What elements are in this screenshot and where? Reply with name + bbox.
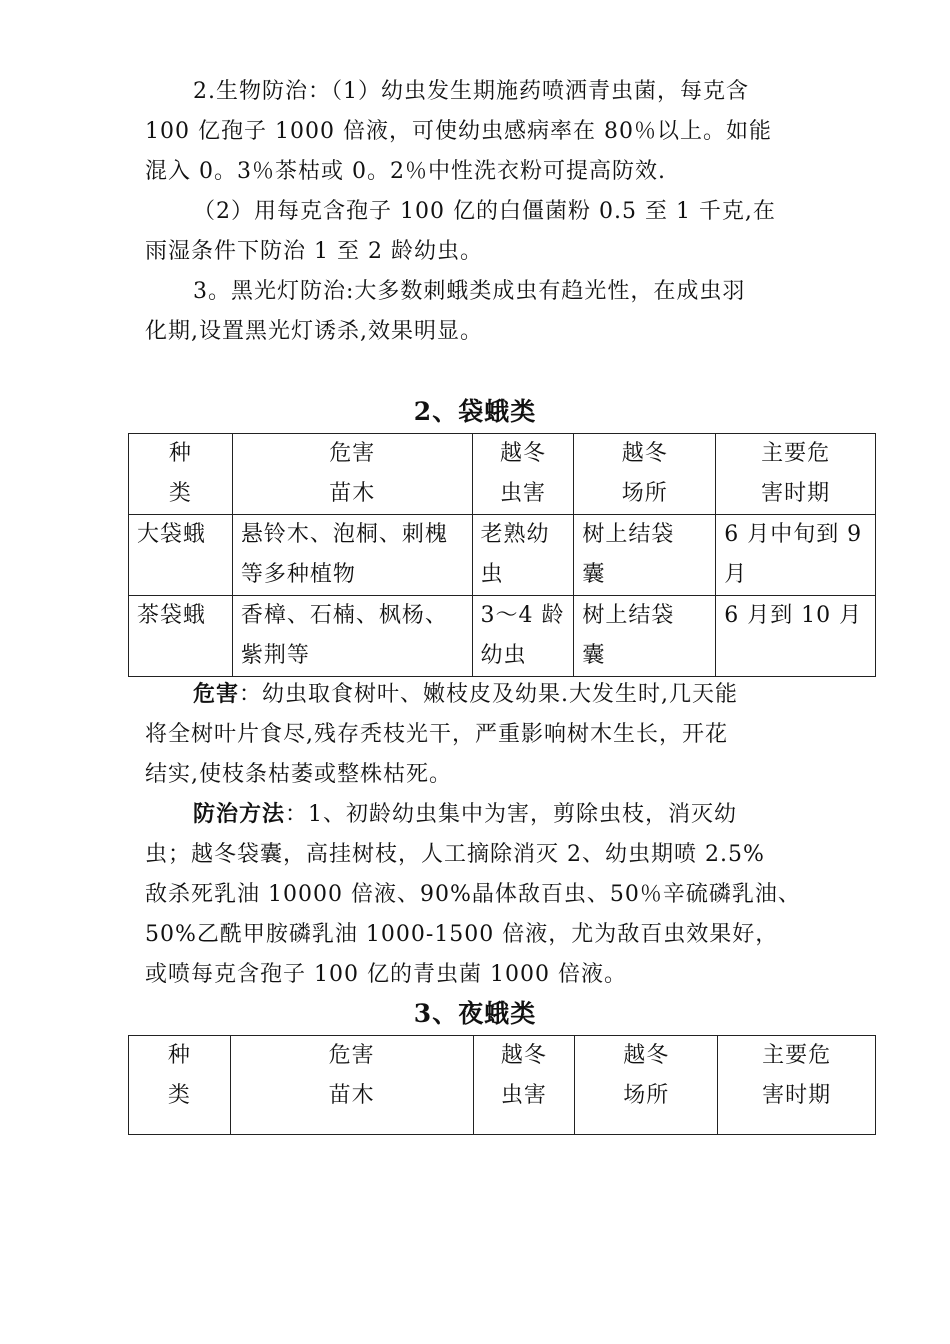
table-header-row bbox=[129, 434, 876, 515]
table-row bbox=[129, 515, 876, 596]
paragraph-black-light bbox=[145, 272, 815, 352]
cell-name: 茶袋蛾 bbox=[129, 596, 233, 677]
text-line: 敌杀死乳油 10000 倍液、90%晶体敌百虫、50％辛硫磷乳油、 bbox=[145, 882, 801, 907]
table-row bbox=[129, 596, 876, 677]
text-line: 混入 0。3％茶枯或 0。2％中性洗衣粉可提高防效. bbox=[145, 159, 666, 184]
harm-label: 危害 bbox=[193, 681, 240, 707]
header-cell-overwinter-place: 越冬 场所 bbox=[575, 1036, 718, 1135]
paragraph-biological-control bbox=[145, 72, 815, 192]
header-cell-plants: 危害 苗木 bbox=[230, 1036, 473, 1135]
bagworm-table bbox=[128, 433, 876, 677]
text-line: 结实,使枝条枯萎或整株枯死。 bbox=[145, 762, 452, 787]
section-title-noctuid: 3、夜蛾类 bbox=[413, 999, 537, 1028]
text-line: 50%乙酰甲胺磷乳油 1000-1500 倍液，尤为敌百虫效果好， bbox=[145, 922, 779, 947]
text-line: （2）用每克含孢子 100 亿的白僵菌粉 0.5 至 1 千克,在 bbox=[193, 199, 776, 224]
text-line: 或喷每克含孢子 100 亿的青虫菌 1000 倍液。 bbox=[145, 962, 627, 987]
text-line: 3。黑光灯防治:大多数刺蛾类成虫有趋光性，在成虫羽 bbox=[193, 279, 746, 304]
header-cell-plants: 危害 苗木 bbox=[232, 434, 472, 515]
paragraph-control-method bbox=[145, 794, 815, 995]
text-line: 100 亿孢子 1000 倍液，可使幼虫感病率在 80％以上。如能 bbox=[145, 119, 772, 144]
text-line: ：幼虫取食树叶、嫩枝皮及幼果.大发生时,几天能 bbox=[239, 682, 739, 707]
text-line: 雨湿条件下防治 1 至 2 龄幼虫。 bbox=[145, 239, 483, 264]
cell-plants: 悬铃木、泡桐、刺槐 等多种植物 bbox=[232, 515, 472, 596]
cell-place: 树上结袋 囊 bbox=[574, 596, 716, 677]
text-line: 将全树叶片食尽,残存秃枝光干，严重影响树木生长，开花 bbox=[145, 722, 728, 747]
header-cell-overwinter-stage: 越冬 虫害 bbox=[472, 434, 574, 515]
text-line: ：1、初龄幼虫集中为害，剪除虫枝，消灭幼 bbox=[285, 802, 738, 827]
header-cell-overwinter-place: 越冬 场所 bbox=[574, 434, 716, 515]
table-header-row bbox=[129, 1036, 876, 1135]
cell-stage: 老熟幼 虫 bbox=[472, 515, 574, 596]
cell-period: 6 月中旬到 9 月 bbox=[716, 515, 876, 596]
control-label: 防治方法 bbox=[193, 801, 286, 827]
header-cell-type: 种 类 bbox=[129, 434, 233, 515]
header-cell-period: 主要危 害时期 bbox=[718, 1036, 876, 1135]
cell-stage: 3～4 龄 幼虫 bbox=[472, 596, 574, 677]
noctuid-table bbox=[128, 1035, 876, 1135]
cell-name: 大袋蛾 bbox=[129, 515, 233, 596]
paragraph-white-muscardine bbox=[145, 192, 815, 272]
cell-place: 树上结袋 囊 bbox=[574, 515, 716, 596]
header-cell-overwinter-stage: 越冬 虫害 bbox=[473, 1036, 575, 1135]
header-cell-type: 种 类 bbox=[129, 1036, 231, 1135]
cell-plants: 香樟、石楠、枫杨、 紫荆等 bbox=[232, 596, 472, 677]
cell-period: 6 月到 10 月 bbox=[716, 596, 876, 677]
paragraph-harm bbox=[145, 674, 815, 795]
text-line: 虫；越冬袋囊，高挂树枝，人工摘除消灭 2、幼虫期喷 2.5% bbox=[145, 842, 765, 867]
header-cell-period: 主要危 害时期 bbox=[716, 434, 876, 515]
text-line: 2.生物防治：（1）幼虫发生期施药喷洒青虫菌，每克含 bbox=[193, 79, 749, 104]
text-line: 化期,设置黑光灯诱杀,效果明显。 bbox=[145, 319, 483, 344]
section-title-bagworm: 2、袋蛾类 bbox=[413, 397, 537, 426]
